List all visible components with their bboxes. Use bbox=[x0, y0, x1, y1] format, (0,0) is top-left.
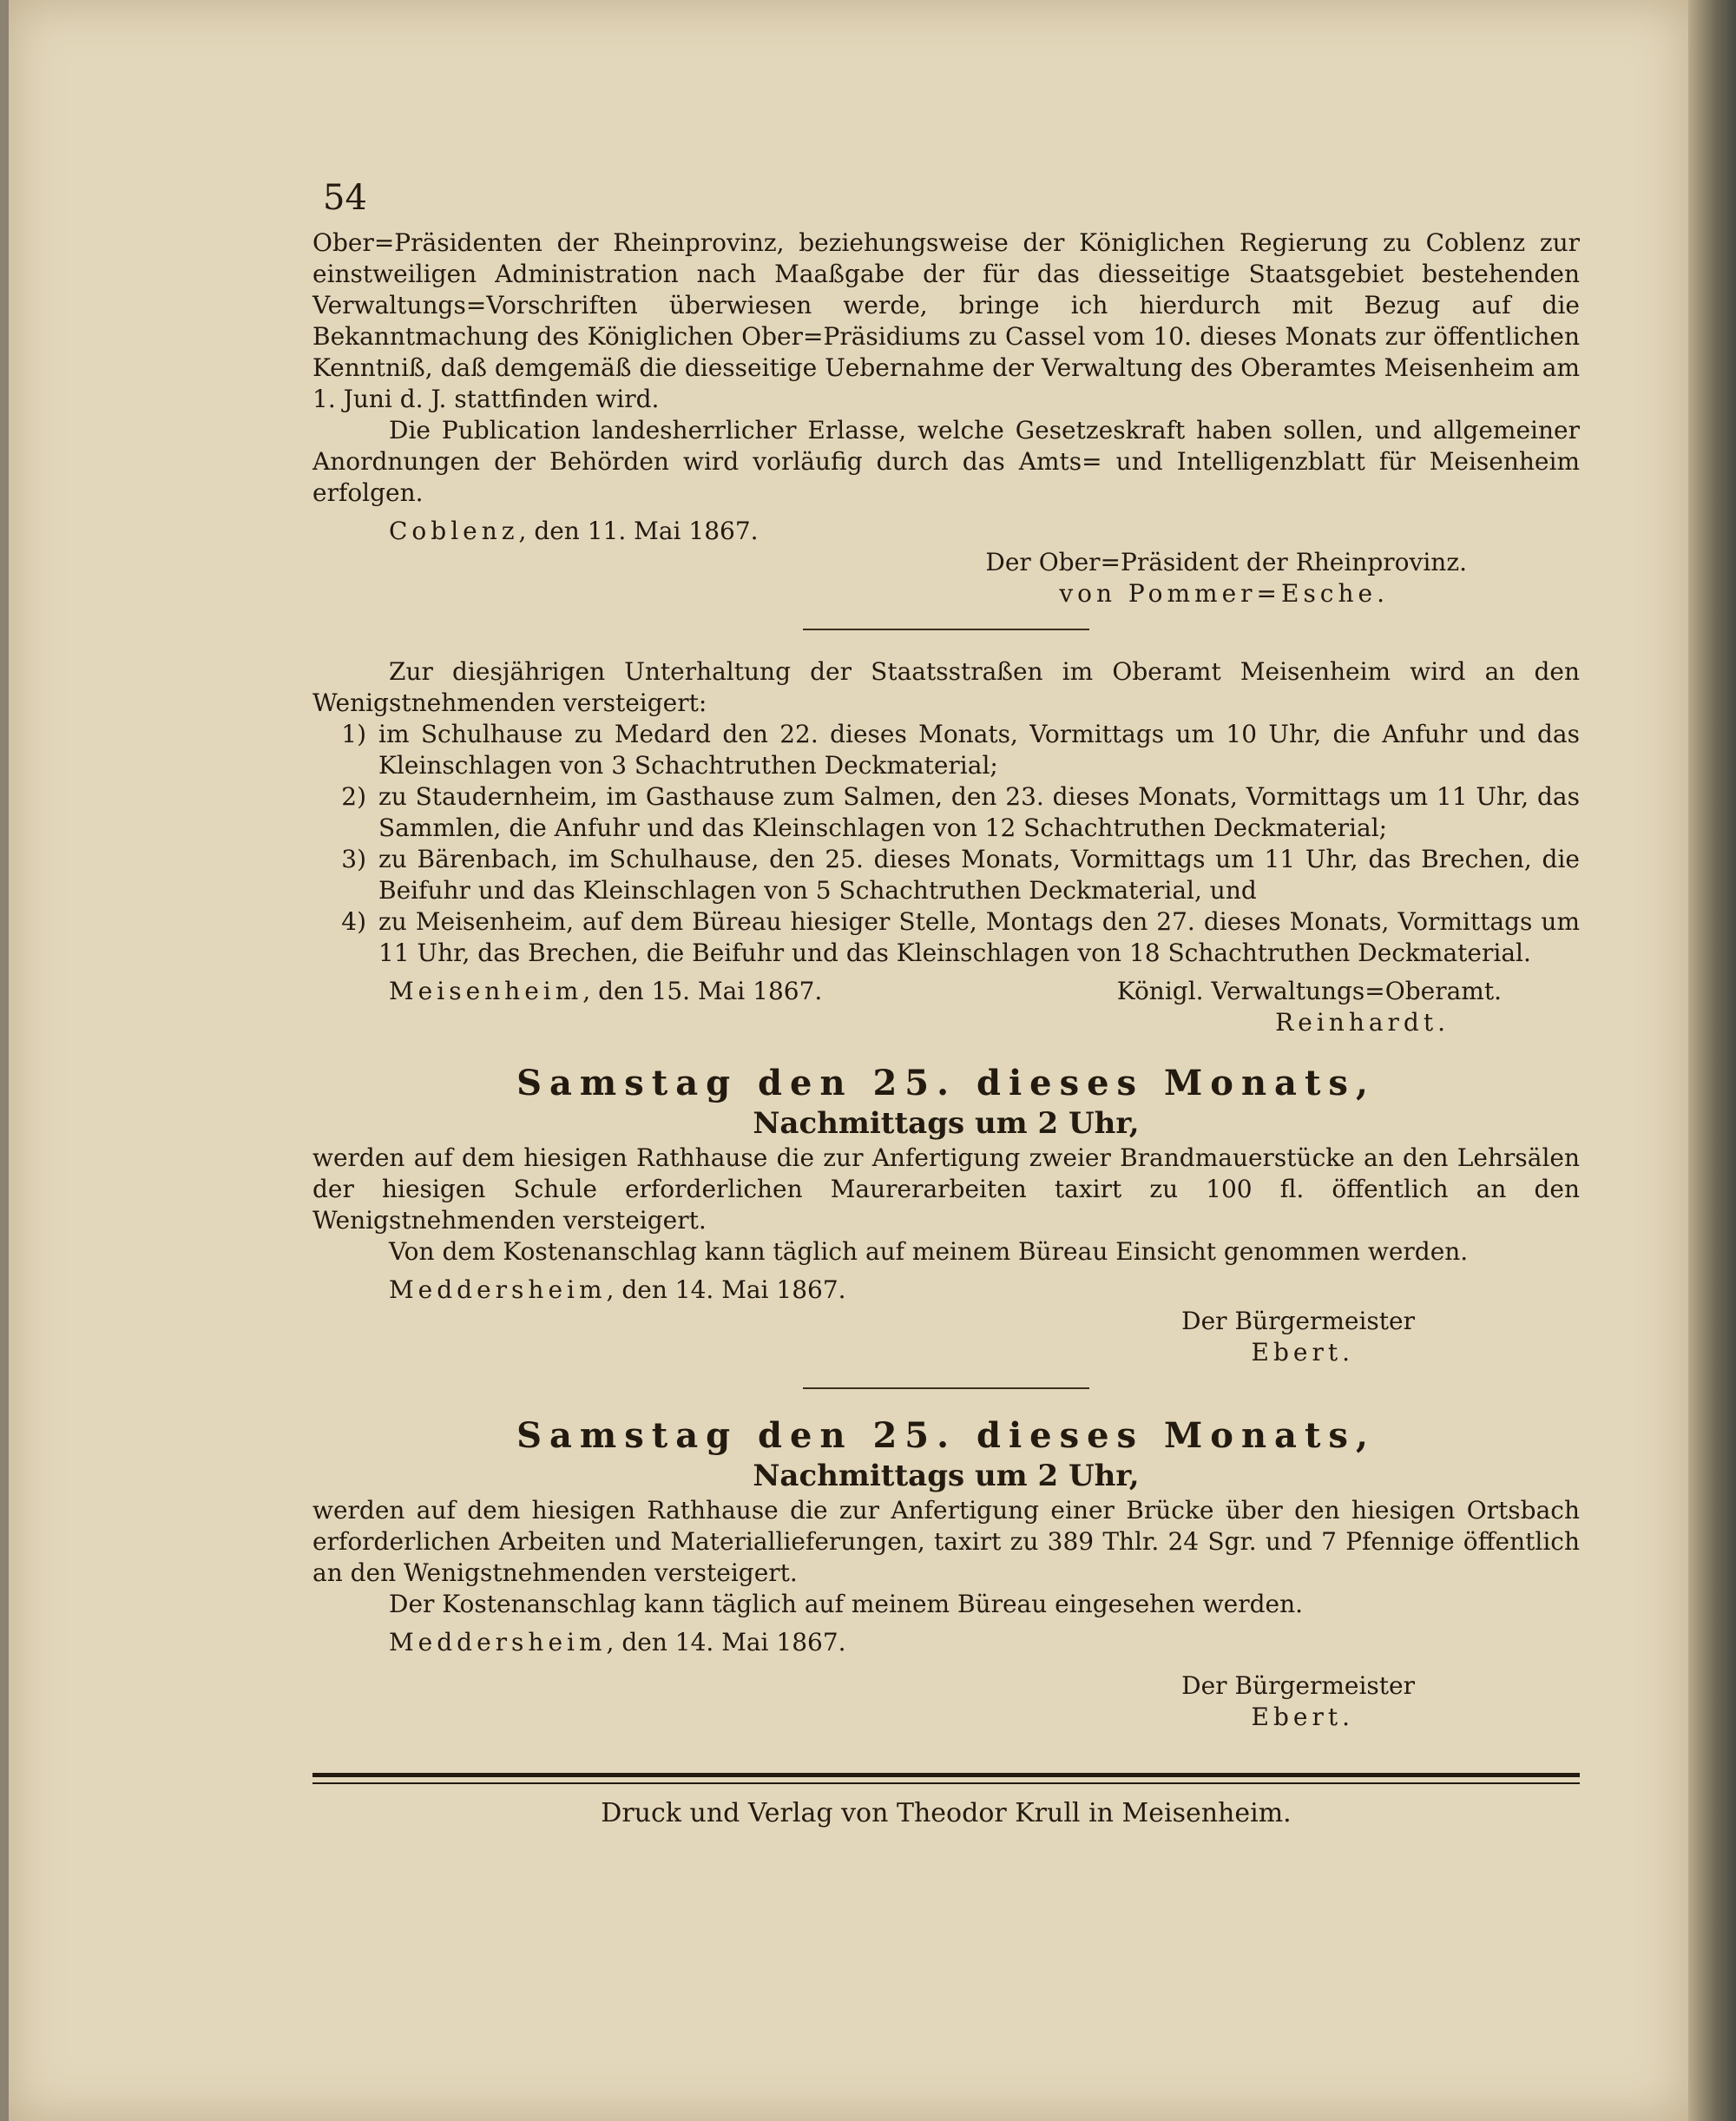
notice-bridge-auction bbox=[312, 1415, 1580, 1733]
authority: Königl. Verwaltungs=Oberamt. bbox=[1116, 977, 1502, 1005]
signer-name: Ebert. bbox=[1251, 1338, 1354, 1367]
dateline bbox=[389, 1627, 1580, 1658]
list-item bbox=[312, 719, 1580, 781]
page-content bbox=[312, 227, 1580, 1829]
notice-body-2: Der Kostenanschlag kann täglich auf meinem Büreau eingesehen werden. bbox=[389, 1590, 1304, 1618]
list-item bbox=[312, 844, 1580, 906]
notice-intro: Zur diesjährigen Unterhaltung der Staatsstraßen im Oberamt Meisenheim wird an den Wenigstnehmenden versteigert: bbox=[312, 657, 1580, 717]
list-item-number: 3) bbox=[341, 845, 366, 873]
notice-masonry-auction bbox=[312, 1063, 1580, 1368]
signer-name: von Pommer=Esche. bbox=[1059, 579, 1389, 608]
dateline-date: , den 14. Mai 1867. bbox=[606, 1275, 846, 1304]
list-item-text: zu Meisenheim, auf dem Büreau hiesiger Stelle, Montags den 27. dieses Monats, Vormittags um 11 Uhr, das Brechen, die Beifuhr und das Kleinschlagen von 18 Schachtruthen Deckmaterial. bbox=[378, 907, 1580, 967]
page-number: 54 bbox=[323, 178, 367, 218]
newspaper-page bbox=[9, 0, 1688, 2121]
notice-body-2: Die Publication landesherrlicher Erlasse, welche Gesetzeskraft haben sollen, und allgemeiner Anordnungen der Behörden wird vorläufig durch das Amts= und Intelligenzblatt für Meisenheim erfolgen. bbox=[312, 416, 1580, 507]
book-spine bbox=[1688, 0, 1736, 2121]
separator-rule bbox=[803, 629, 1089, 630]
dateline bbox=[389, 1275, 1580, 1306]
dateline bbox=[389, 516, 1580, 547]
list-item-text: zu Bärenbach, im Schulhause, den 25. dieses Monats, Vormittags um 11 Uhr, das Brechen, die Beifuhr und das Kleinschlagen von 5 Schachtruthen Deckmaterial, und bbox=[378, 845, 1580, 905]
notice-heading: Samstag den 25. dieses Monats, bbox=[516, 1063, 1376, 1103]
dateline-row bbox=[312, 976, 1580, 1007]
notice-oberamt-administration bbox=[312, 227, 1580, 609]
imprint: Druck und Verlag von Theodor Krull in Meisenheim. bbox=[601, 1798, 1292, 1828]
list-item-text: im Schulhause zu Medard den 22. dieses Monats, Vormittags um 10 Uhr, die Anfuhr und das Kleinschlagen von 3 Schachtruthen Deckmaterial; bbox=[378, 720, 1580, 780]
list-item-number: 4) bbox=[341, 907, 366, 936]
notice-subheading: Nachmittags um 2 Uhr, bbox=[753, 1106, 1140, 1141]
dateline-place: Meddersheim bbox=[389, 1275, 607, 1304]
dateline bbox=[389, 976, 822, 1007]
dateline-place: Coblenz bbox=[389, 517, 519, 545]
dateline-date: , den 11. Mai 1867. bbox=[518, 517, 759, 545]
notice-heading: Samstag den 25. dieses Monats, bbox=[516, 1415, 1376, 1456]
separator-rule bbox=[803, 1387, 1089, 1389]
list-item-number: 1) bbox=[341, 720, 366, 748]
dateline-date: , den 15. Mai 1867. bbox=[582, 977, 823, 1005]
notice-subheading: Nachmittags um 2 Uhr, bbox=[753, 1459, 1140, 1493]
signer-title: Der Bürgermeister bbox=[1181, 1671, 1415, 1700]
dateline-date: , den 14. Mai 1867. bbox=[606, 1628, 846, 1657]
notice-road-maintenance bbox=[312, 656, 1580, 1038]
notice-body: Ober=Präsidenten der Rheinprovinz, beziehungsweise der Königlichen Regierung zu Coblenz zur einstweiligen Administration nach Maaßgabe der für das diesseitige Staatsgebiet bestehenden Verwaltungs=Vorschriften überwiesen werde, bringe ich hierdurch mit Bezug auf die Bekanntmachung des Königlichen Ober=Präsidiums zu Cassel vom 10. dieses Monats zur öffentlichen Kenntniß, daß demgemäß die diesseitige Uebernahme der Verwaltung des Oberamtes Meisenheim am 1. Juni d. J. stattfinden wird. bbox=[312, 228, 1580, 413]
notice-body-2: Von dem Kostenanschlag kann täglich auf meinem Büreau Einsicht genommen werden. bbox=[389, 1237, 1469, 1266]
signer-name: Reinhardt. bbox=[1275, 1008, 1450, 1037]
list-item bbox=[312, 781, 1580, 844]
notice-body: werden auf dem hiesigen Rathhause die zur Anfertigung zweier Brandmauerstücke an den Lehrsälen der hiesigen Schule erforderlichen Maurerarbeiten taxirt zu 100 fl. öffentlich an den Wenigstnehmenden versteigert. bbox=[312, 1143, 1580, 1235]
notice-body: werden auf dem hiesigen Rathhause die zur Anfertigung einer Brücke über den hiesigen Ortsbach erforderlichen Arbeiten und Materiallieferungen, taxirt zu 389 Thlr. 24 Sgr. und 7 Pfennige öffentlich an den Wenigstnehmenden versteigert. bbox=[312, 1496, 1580, 1587]
dateline-place: Meisenheim bbox=[389, 977, 583, 1005]
footer-rule bbox=[312, 1773, 1580, 1784]
signer-title: Der Ober=Präsident der Rheinprovinz. bbox=[985, 548, 1467, 576]
dateline-place: Meddersheim bbox=[389, 1628, 607, 1657]
list-item-number: 2) bbox=[341, 782, 366, 811]
list-item bbox=[312, 906, 1580, 969]
list-item-text: zu Staudernheim, im Gasthause zum Salmen, den 23. dieses Monats, Vormittags um 11 Uhr, das Sammlen, die Anfuhr und das Kleinschlagen von 12 Schachtruthen Deckmaterial; bbox=[378, 782, 1580, 842]
signer-name: Ebert. bbox=[1251, 1703, 1354, 1731]
signer-title: Der Bürgermeister bbox=[1181, 1307, 1415, 1335]
